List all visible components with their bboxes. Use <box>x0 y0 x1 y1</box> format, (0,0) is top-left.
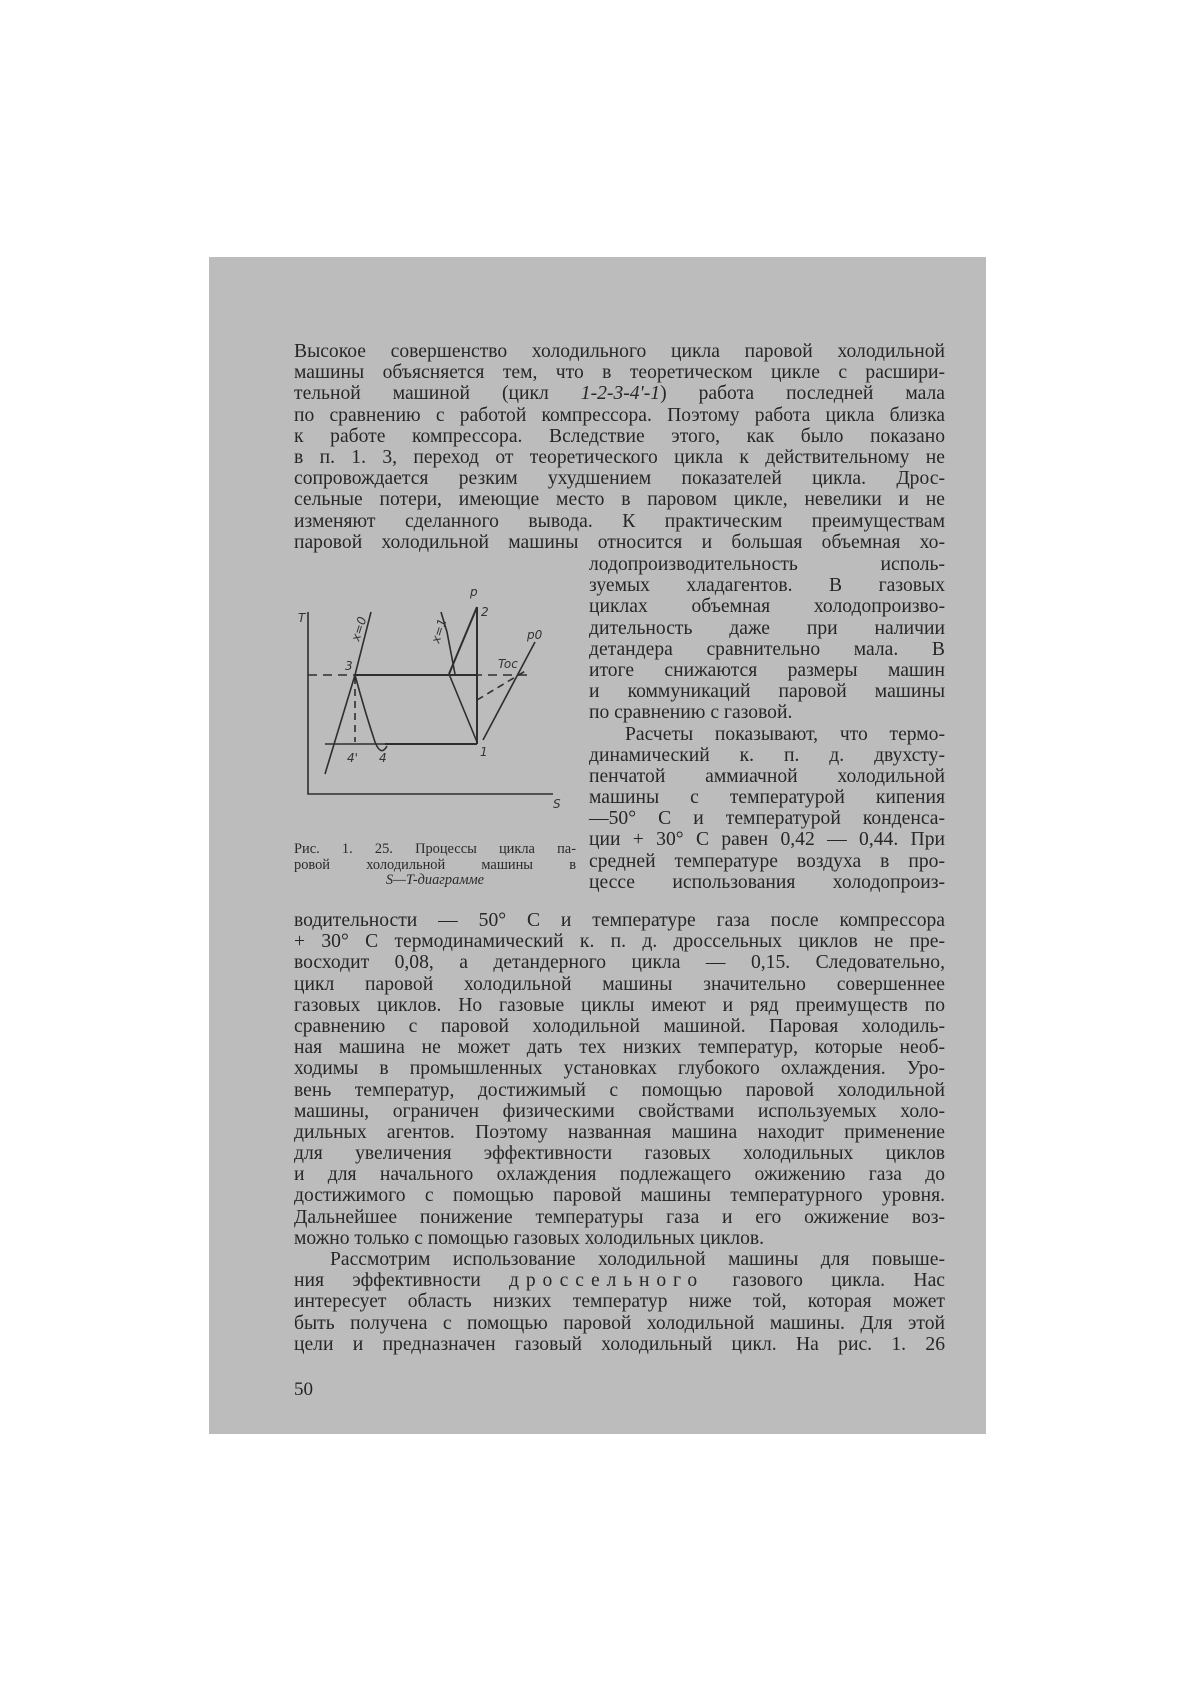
caption-line: ровой холодильной машины в <box>294 856 576 873</box>
label-p0: p0 <box>527 628 543 642</box>
line-vapour-2 <box>449 607 477 674</box>
text-line: ходимы в промышленных установках глубокого охлаждения. Уро- <box>294 1058 945 1080</box>
axis-t-label: T <box>298 611 306 625</box>
text-fragment: газового цикла. Нас <box>704 1270 945 1292</box>
spaced-word: дроссельного <box>509 1270 705 1292</box>
text-line: достижимого с помощью паровой машины температурного уровня. <box>294 1185 945 1207</box>
text-line: сравнению с паровой холодильной машиной. Паровая холодиль- <box>294 1015 945 1037</box>
text-line: восходит 0,08, а детандерного цикла — 0,15. Следовательно, <box>294 952 945 974</box>
caption-line <box>294 873 576 889</box>
right-column-text <box>589 554 945 893</box>
figure-caption <box>294 842 576 889</box>
page-number: 50 <box>294 1379 313 1400</box>
text-line: машины с температурой кипения <box>589 787 945 809</box>
bottom-paragraphs <box>294 910 945 1355</box>
text-line: цикл паровой холодильной машины значительно совершеннее <box>294 973 945 995</box>
st-diagram-figure <box>295 582 575 814</box>
text-line: и коммуникаций паровой машины <box>589 681 945 703</box>
point-2-label: 2 <box>481 605 489 619</box>
text-line-with-spaced-word <box>294 1270 945 1291</box>
text-line: ции + 30° С равен 0,42 — 0,44. При <box>589 829 945 851</box>
text-line-with-cycle <box>294 383 945 404</box>
label-p: p <box>470 585 478 599</box>
text-line: —50° С и температурой конденса- <box>589 808 945 830</box>
text-line: быть получена с помощью паровой холодильной машины. Для этой <box>294 1312 945 1334</box>
point-4-label: 4 <box>379 751 387 765</box>
text-line: цели и предназначен газовый холодильный цикл. На рис. 1. 26 <box>294 1333 945 1355</box>
text-line: интересует область низких температур ниже той, которая может <box>294 1291 945 1313</box>
text-line: газовых циклов. Но газовые циклы имеют и ряд преимуществ по <box>294 994 945 1016</box>
text-fragment: тельной машиной (цикл <box>294 383 581 405</box>
text-line: ная машина не может дать тех низких температур, которые необ- <box>294 1037 945 1059</box>
dashed-toc-right <box>477 670 527 700</box>
text-line: детандера сравнительно мала. В <box>589 638 945 660</box>
text-line: дительность даже при наличии <box>589 617 945 639</box>
text-line: водительности — 50° С и температуре газа после компрессора <box>294 910 945 931</box>
text-line: изменяют сделанного вывода. К практическим преимуществам <box>294 510 945 532</box>
st-diagram <box>295 582 575 814</box>
text-line: по сравнению с работой компрессора. Поэтому работа цикла близка <box>294 404 945 426</box>
text-line: машины, ограничен физическими свойствами используемых холо- <box>294 1100 945 1122</box>
label-x0: x=0 <box>348 615 370 643</box>
text-line: сопровождается резким ухудшением показателей цикла. Дрос- <box>294 468 945 490</box>
text-line: лодопроизводительность исполь- <box>589 554 945 575</box>
text-line: циклах объемная холодопроизво- <box>589 596 945 618</box>
text-line: машины объясняется тем, что в теоретическом цикле с расшири- <box>294 362 945 384</box>
text-line: для увеличения эффективности газовых холодильных циклов <box>294 1143 945 1165</box>
point-3-label: 3 <box>345 659 353 673</box>
text-line: средней температуре воздуха в про- <box>589 850 945 872</box>
text-line: + 30° С термодинамический к. п. д. дроссельных циклов не пре- <box>294 931 945 953</box>
text-line: Рассмотрим использование холодильной машины для повыше- <box>330 1249 945 1270</box>
text-line: динамический к. п. д. двухсту- <box>589 744 945 766</box>
text-line: можно только с помощью газовых холодильных циклов. <box>294 1227 765 1249</box>
scanned-page <box>209 257 986 1434</box>
text-line: вень температур, достижимый с помощью паровой холодильной <box>294 1079 945 1101</box>
label-x1: x=1 <box>428 617 450 645</box>
text-fragment: ния эффективности <box>294 1270 510 1292</box>
text-line: итоге снижаются размеры машин <box>589 659 945 681</box>
text-line: к работе компрессора. Вследствие этого, как было показано <box>294 425 945 447</box>
text-line: и для начального охлаждения подлежащего ожижению газа до <box>294 1164 945 1186</box>
point-1-label: 1 <box>480 745 488 759</box>
label-toc: Toc <box>498 657 518 671</box>
text-line: зуемых хладагентов. В газовых <box>589 575 945 597</box>
axis-s-label: S <box>553 797 561 811</box>
text-line: сельные потери, имеющие место в паровом цикле, невелики и не <box>294 489 945 511</box>
text-line: в п. 1. 3, переход от теоретического цикла к действительному не <box>294 446 945 468</box>
top-paragraph <box>294 341 945 553</box>
text-line: цессе использования холодопроиз- <box>589 871 945 893</box>
liquid-line-x0 <box>325 612 371 774</box>
text-line: паровой холодильной машины относится и большая объемная хо- <box>294 531 945 553</box>
text-fragment: ) работа последней мала <box>660 383 945 405</box>
curve-3-4 <box>355 675 387 751</box>
point-4p-label: 4' <box>347 751 358 765</box>
line-x1-1 <box>449 674 477 742</box>
caption-line: Рис. 1. 25. Процессы цикла па- <box>294 841 576 857</box>
text-line: по сравнению с газовой. <box>589 702 793 724</box>
text-line: пенчатой аммиачной холодильной <box>589 765 945 787</box>
text-line: Высокое совершенство холодильного цикла паровой холодильной <box>294 341 945 362</box>
text-line: Расчеты показывают, что термо- <box>625 723 945 745</box>
cycle-label: 1-2-3-4'-1 <box>580 383 661 405</box>
caption-line-3: S—T-диаграмме <box>385 872 485 889</box>
text-line: дильных агентов. Поэтому названная машина находит применение <box>294 1121 945 1143</box>
text-line: Дальнейшее понижение температуры газа и его ожижение воз- <box>294 1206 945 1228</box>
